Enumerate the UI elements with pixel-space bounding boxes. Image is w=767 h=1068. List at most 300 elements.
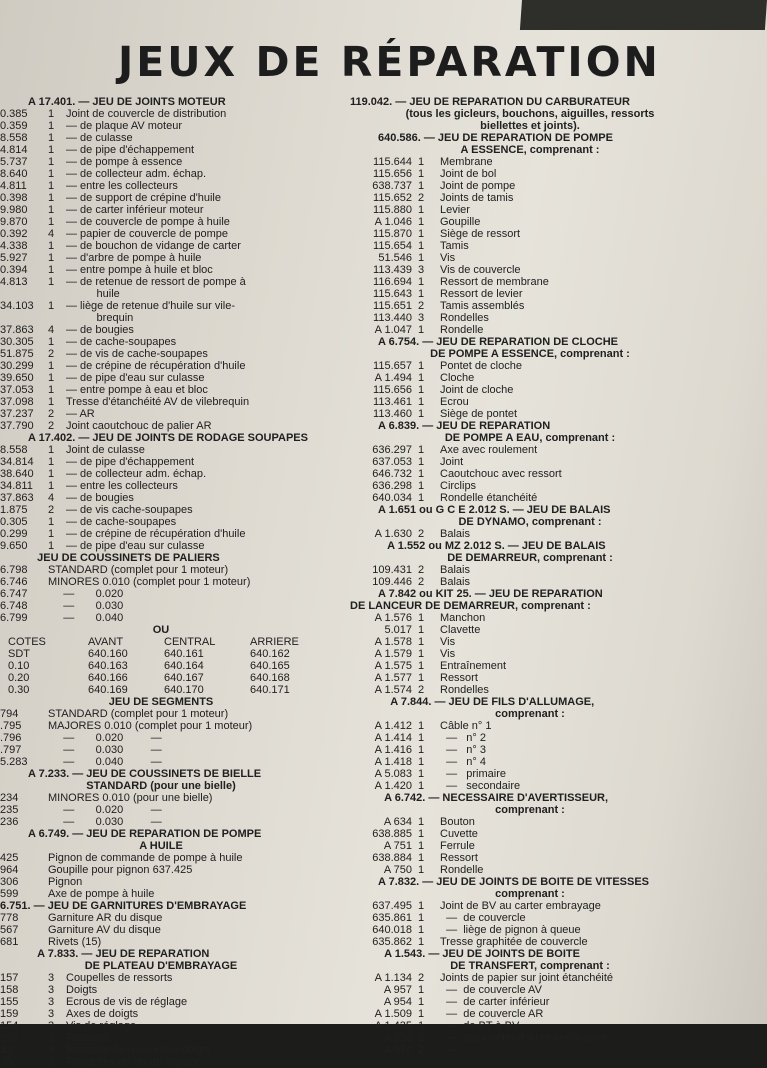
section-heading: A 7.842 ou KIT 25. — JEU DE REPARATION	[378, 588, 603, 600]
part-description: — 0.030 —	[48, 744, 162, 756]
table-cell: CENTRAL	[164, 636, 216, 648]
part-description: Joint	[440, 456, 464, 468]
part-number: .796	[0, 732, 22, 744]
quantity: 1	[417, 216, 425, 228]
left-column	[0, 96, 322, 1068]
part-description: Tresse d'étanchéité AV de vilebrequin	[66, 396, 250, 408]
list-item	[0, 180, 322, 192]
part-number: 0.299	[0, 528, 28, 540]
list-item	[0, 396, 322, 408]
list-item	[0, 708, 322, 720]
part-description: — de carter inférieur moteur	[66, 204, 204, 216]
quantity: 1	[417, 840, 425, 852]
part-number: 115.880	[373, 204, 412, 216]
table-cell: AVANT	[88, 636, 124, 648]
part-number: 794	[0, 708, 19, 720]
list-item	[350, 768, 710, 780]
list-item	[350, 288, 710, 300]
part-description: — de couvercle AV	[440, 984, 542, 996]
quantity: 1	[417, 720, 425, 732]
list-item	[350, 276, 710, 288]
section-heading: comprenant :	[495, 708, 565, 720]
list-item	[350, 492, 710, 504]
quantity: 1	[48, 300, 55, 312]
quantity: 1	[48, 360, 55, 372]
part-number: 30.305	[0, 336, 34, 348]
quantity: 1	[48, 264, 55, 276]
section-heading: DE POMPE A ESSENCE, comprenant :	[430, 348, 630, 360]
section-heading: comprenant :	[495, 804, 565, 816]
part-description: Membrane	[440, 156, 493, 168]
part-number: 115.652	[373, 192, 412, 204]
list-item	[350, 528, 710, 540]
list-item	[0, 1044, 322, 1056]
part-number: A 750	[383, 864, 412, 876]
part-description: Bouton	[440, 816, 475, 828]
part-number: A 1.418	[374, 756, 412, 768]
list-item	[0, 516, 322, 528]
part-description: Balais	[440, 564, 470, 576]
quantity: 1	[48, 240, 55, 252]
quantity: 2	[417, 528, 425, 540]
quantity: 1	[417, 444, 425, 456]
part-number: 236	[0, 816, 19, 828]
part-description: — de crépine de récupération d'huile	[66, 360, 246, 372]
part-description: — d'arbre de pompe à huile	[66, 252, 202, 264]
quantity: 1	[48, 468, 55, 480]
part-description: — 0.040 —	[48, 756, 162, 768]
quantity: 1	[417, 276, 425, 288]
part-description: — de collecteur adm. échap.	[66, 168, 207, 180]
part-description: Rivets (15)	[48, 936, 102, 948]
quantity: 1	[417, 180, 425, 192]
list-item	[0, 348, 322, 360]
list-item	[350, 576, 710, 588]
part-number: A 634	[383, 816, 412, 828]
quantity: 2	[48, 348, 55, 360]
part-number: 0.392	[0, 228, 28, 240]
part-description: — 0.020	[48, 588, 124, 600]
part-number: A 1.412	[374, 720, 412, 732]
section-heading: comprenant :	[495, 888, 565, 900]
quantity: 2	[417, 300, 425, 312]
quantity: 2	[48, 420, 55, 432]
part-number: 4.338	[0, 240, 28, 252]
part-description: — de vis de cache-soupapes	[66, 348, 208, 360]
part-description: — de cache-soupapes	[66, 516, 177, 528]
part-description: Coupelles de ressorts	[66, 972, 173, 984]
quantity: 1	[417, 780, 425, 792]
part-number: 640.018	[372, 924, 412, 936]
part-number: 638.884	[372, 852, 412, 864]
part-number: 1.875	[0, 504, 28, 516]
table-cell: 0.20	[8, 672, 30, 684]
section-heading: A 7.832. — JEU DE JOINTS DE BOITE DE VITESSES	[378, 876, 650, 888]
quantity: 1	[417, 396, 425, 408]
part-number: A 1.579	[374, 648, 412, 660]
part-description: brequin	[66, 312, 134, 324]
section-heading: A HUILE	[139, 840, 183, 852]
list-item	[0, 600, 322, 612]
list-item	[0, 984, 322, 996]
list-item	[0, 384, 322, 396]
part-description: Ressorts	[66, 1032, 110, 1044]
table-cell: 640.161	[164, 648, 204, 660]
quantity: 1	[417, 900, 425, 912]
part-number: 637.495	[372, 900, 412, 912]
part-number: 115.870	[373, 228, 412, 240]
part-number: 37.237	[0, 408, 34, 420]
part-number: 964	[0, 864, 19, 876]
list-item	[350, 852, 710, 864]
part-description: — de pipe d'échappement	[66, 144, 195, 156]
quantity: 1	[417, 288, 425, 300]
part-number: 9.870	[0, 216, 28, 228]
part-number: 4.813	[0, 276, 28, 288]
quantity: 1	[417, 360, 425, 372]
part-number: 637.053	[372, 456, 412, 468]
part-description: — n° 4	[440, 756, 486, 768]
part-number: 30.299	[0, 360, 34, 372]
section-heading: A 6.749. — JEU DE REPARATION DE POMPE	[28, 828, 262, 840]
quantity: 1	[417, 324, 425, 336]
quantity: 3	[48, 1044, 55, 1056]
part-number: 113.439	[373, 264, 412, 276]
list-item	[350, 924, 710, 936]
part-description: Rondelle	[440, 324, 484, 336]
part-number: A 1.578	[374, 636, 412, 648]
list-item	[0, 576, 322, 588]
part-description: — AR	[66, 408, 95, 420]
part-number: 6.748	[0, 600, 28, 612]
part-number: 6.799	[0, 612, 28, 624]
part-number: A 957	[383, 984, 412, 996]
part-number: 113.440	[373, 312, 412, 324]
part-number: 51.875	[0, 348, 34, 360]
part-number: A 1.630	[374, 528, 412, 540]
list-item	[0, 972, 322, 984]
part-number: 8.558	[0, 444, 28, 456]
part-description: — de couvercle de pompe à huile	[66, 216, 230, 228]
list-item	[0, 744, 322, 756]
list-item	[0, 792, 322, 804]
part-description: — de vis cache-soupapes	[66, 504, 193, 516]
list-item	[0, 372, 322, 384]
part-description: Joints de tamis	[440, 192, 514, 204]
list-item	[350, 720, 710, 732]
quantity: 1	[417, 456, 425, 468]
quantity: 1	[417, 384, 425, 396]
part-number: A 1.046	[374, 216, 412, 228]
part-description: Levier	[440, 204, 470, 216]
list-item	[350, 744, 710, 756]
part-number: 39.650	[0, 372, 34, 384]
quantity: 1	[48, 480, 55, 492]
list-item	[350, 816, 710, 828]
list-item	[0, 804, 322, 816]
part-description: — de collecteur adm. échap.	[66, 468, 207, 480]
table-cell: COTES	[8, 636, 46, 648]
part-description: — liège de pignon à queue	[440, 924, 581, 936]
part-number: 8.640	[0, 168, 28, 180]
section-heading: STANDARD (pour une bielle)	[86, 780, 236, 792]
section-heading: DE DEMARREUR, comprenant :	[447, 552, 613, 564]
part-description: — de pompe à essence	[66, 156, 183, 168]
list-item	[0, 864, 322, 876]
table-row	[0, 672, 322, 684]
part-number: A 1.575	[374, 660, 412, 672]
quantity: 1	[417, 984, 425, 996]
section-heading: A 7.233. — JEU DE COUSSINETS DE BIELLE	[28, 768, 262, 780]
list-item	[350, 1032, 710, 1044]
part-description: Cuvette	[440, 828, 478, 840]
table-cell: 0.30	[8, 684, 30, 696]
part-description: — de bougies	[66, 324, 134, 336]
part-description: — de retenue de ressort de pompe à	[66, 276, 246, 288]
list-item	[350, 456, 710, 468]
list-item	[0, 564, 322, 576]
part-description: STANDARD (complet pour 1 moteur)	[48, 708, 229, 720]
part-number: 8.558	[0, 132, 28, 144]
part-number: A 751	[383, 840, 412, 852]
part-number: 5.927	[0, 252, 28, 264]
part-number: 567	[0, 924, 19, 936]
list-item	[0, 1032, 322, 1044]
list-item	[0, 408, 322, 420]
list-item	[350, 672, 710, 684]
quantity: 1	[417, 168, 425, 180]
list-item	[0, 228, 322, 240]
right-column	[350, 96, 710, 1056]
quantity: 1	[417, 1020, 425, 1032]
section-heading: OU	[152, 624, 170, 636]
part-number: 109.446	[372, 576, 412, 588]
part-number: 37.863	[0, 492, 34, 504]
part-number: A 1.420	[374, 780, 412, 792]
part-description: Pignon de commande de pompe à huile	[48, 852, 243, 864]
quantity: 1	[48, 384, 55, 396]
list-item	[350, 372, 710, 384]
part-number: 6.747	[0, 588, 28, 600]
section-heading: (tous les gicleurs, bouchons, aiguilles, ressorts	[405, 108, 655, 120]
quantity: 3	[48, 1056, 55, 1068]
part-number: 159	[0, 1008, 19, 1020]
quantity: 1	[417, 372, 425, 384]
part-description: Rondelles de vis de réglage	[66, 1056, 202, 1068]
section-heading: DE TRANSFERT, comprenant :	[450, 960, 610, 972]
part-number: 9.650	[0, 540, 28, 552]
list-item	[350, 900, 710, 912]
part-number: 115.644	[373, 156, 412, 168]
list-item	[0, 300, 322, 312]
part-description: Rondelles	[440, 684, 489, 696]
part-description: Pignon	[48, 876, 83, 888]
part-description: Rondelle étanchéité	[440, 492, 538, 504]
part-description: — papier de couvercle de pompe	[66, 228, 229, 240]
part-description: Vis	[440, 636, 456, 648]
quantity: 1	[48, 120, 55, 132]
section-heading: JEU DE COUSSINETS DE PALIERS	[28, 552, 220, 564]
part-number: 0.398	[0, 192, 28, 204]
part-description: MAJORES 0.010 (complet pour 1 moteur)	[48, 720, 253, 732]
part-number: 34.811	[0, 480, 33, 492]
quantity: 3	[48, 1020, 55, 1032]
quantity: 3	[48, 1032, 55, 1044]
part-description: — secondaire	[440, 780, 521, 792]
section-heading: DE POMPE A EAU, comprenant :	[444, 432, 616, 444]
list-item	[350, 936, 710, 948]
part-number: 6.798	[0, 564, 28, 576]
list-item	[0, 276, 322, 288]
part-description: Circlips	[440, 480, 477, 492]
part-number: 635.861	[372, 912, 412, 924]
part-description: — de plaque AV moteur	[66, 120, 182, 132]
part-number: 0.359	[0, 120, 28, 132]
list-item	[0, 468, 322, 480]
section-heading: JEU DE SEGMENTS	[108, 696, 214, 708]
section-heading: A 7.833. — JEU DE REPARATION	[28, 948, 210, 960]
part-number: 37.053	[0, 384, 34, 396]
list-item	[350, 1020, 710, 1032]
part-description: —	[440, 1044, 464, 1056]
part-number: .795	[0, 720, 22, 732]
table-cell: 640.170	[164, 684, 204, 696]
part-description: Ressort	[440, 672, 478, 684]
part-description: Goupille	[440, 216, 481, 228]
part-description: — de culasse	[66, 132, 133, 144]
part-number: A 954	[383, 996, 412, 1008]
quantity: 1	[417, 756, 425, 768]
quantity: 1	[48, 156, 55, 168]
part-number: 5.283	[0, 756, 28, 768]
part-description: Goupille pour pignon 637.425	[48, 864, 193, 876]
quantity: 1	[417, 852, 425, 864]
part-number: A 958	[383, 1032, 412, 1044]
list-item	[0, 252, 322, 264]
part-description: — n° 2	[440, 732, 486, 744]
section-heading: A 17.402. — JEU DE JOINTS DE RODAGE SOUPAPES	[28, 432, 308, 444]
quantity: 1	[417, 624, 425, 636]
table-cell: ARRIERE	[250, 636, 299, 648]
part-description: — de crépine de récupération d'huile	[66, 528, 246, 540]
background-corner	[520, 0, 767, 30]
list-item	[0, 912, 322, 924]
quantity: 1	[417, 744, 425, 756]
quantity: 1	[48, 396, 55, 408]
part-description: huile	[66, 288, 120, 300]
quantity: 1	[48, 276, 55, 288]
quantity: 1	[417, 816, 425, 828]
section-heading: A 1.552 ou MZ 2.012 S. — JEU DE BALAIS	[378, 540, 606, 552]
list-item	[0, 1020, 322, 1032]
quantity: 1	[417, 924, 425, 936]
part-number: A 1.509	[374, 1008, 412, 1020]
quantity: 2	[417, 972, 425, 984]
quantity: 2	[417, 192, 425, 204]
list-item	[350, 360, 710, 372]
part-description: — de bouchon de vidange de carter	[66, 240, 241, 252]
list-item	[350, 444, 710, 456]
list-item	[0, 204, 322, 216]
quantity: 1	[48, 168, 55, 180]
section-heading: biellettes et joints).	[480, 120, 580, 132]
quantity: 1	[48, 540, 55, 552]
list-item	[0, 996, 322, 1008]
quantity: 1	[417, 936, 425, 948]
list-item	[0, 504, 322, 516]
part-description: Entraînement	[440, 660, 507, 672]
list-item	[0, 540, 322, 552]
part-description: Ressorts de renvoi des doigts	[66, 1044, 211, 1056]
part-number: 35	[0, 1056, 13, 1068]
list-item	[0, 120, 322, 132]
part-description: — entre les collecteurs	[66, 480, 178, 492]
list-item	[0, 720, 322, 732]
part-number: A 1.416	[374, 744, 412, 756]
list-item	[0, 456, 322, 468]
quantity: 1	[417, 1008, 425, 1020]
quantity: 1	[417, 768, 425, 780]
table-cell: 640.169	[88, 684, 128, 696]
quantity: 1	[417, 156, 425, 168]
part-number: 115.651	[373, 300, 412, 312]
part-number: 693	[0, 1032, 19, 1044]
quantity: 1	[48, 372, 55, 384]
table-cell: 640.166	[88, 672, 128, 684]
part-number: A 1.576	[374, 612, 412, 624]
quantity: 1	[417, 228, 425, 240]
quantity: 1	[417, 864, 425, 876]
list-item	[0, 240, 322, 252]
quantity: 1	[48, 204, 55, 216]
quantity: 2	[48, 504, 55, 516]
list-item	[350, 660, 710, 672]
list-item	[350, 312, 710, 324]
part-description: — entre pompe à huile et bloc	[66, 264, 213, 276]
quantity: 1	[48, 180, 55, 192]
quantity: 1	[48, 528, 55, 540]
part-number: A 1.494	[374, 372, 412, 384]
list-item	[350, 252, 710, 264]
part-number: 157	[0, 972, 19, 984]
list-item	[350, 180, 710, 192]
part-number: 638.737	[372, 180, 412, 192]
part-number: 636.297	[372, 444, 412, 456]
part-description: Ressort	[440, 852, 478, 864]
part-number: A 1.134	[374, 972, 412, 984]
list-item	[350, 156, 710, 168]
quantity: 1	[417, 408, 425, 420]
part-number: 37.863	[0, 324, 34, 336]
quantity: 1	[417, 612, 425, 624]
list-item	[350, 228, 710, 240]
list-item	[350, 408, 710, 420]
part-description: Siège de pontet	[440, 408, 518, 420]
quantity: 1	[48, 516, 55, 528]
part-description: Cloche	[440, 372, 475, 384]
part-description: — de couvercle AR	[440, 1008, 544, 1020]
list-item	[350, 384, 710, 396]
part-number: A 974	[383, 1044, 412, 1056]
list-item	[350, 468, 710, 480]
quantity: 1	[417, 204, 425, 216]
part-number: .797	[0, 744, 22, 756]
list-item	[0, 588, 322, 600]
part-number: 37.098	[0, 396, 34, 408]
part-number: 778	[0, 912, 19, 924]
quantity: 1	[417, 828, 425, 840]
quantity: 1	[48, 336, 55, 348]
